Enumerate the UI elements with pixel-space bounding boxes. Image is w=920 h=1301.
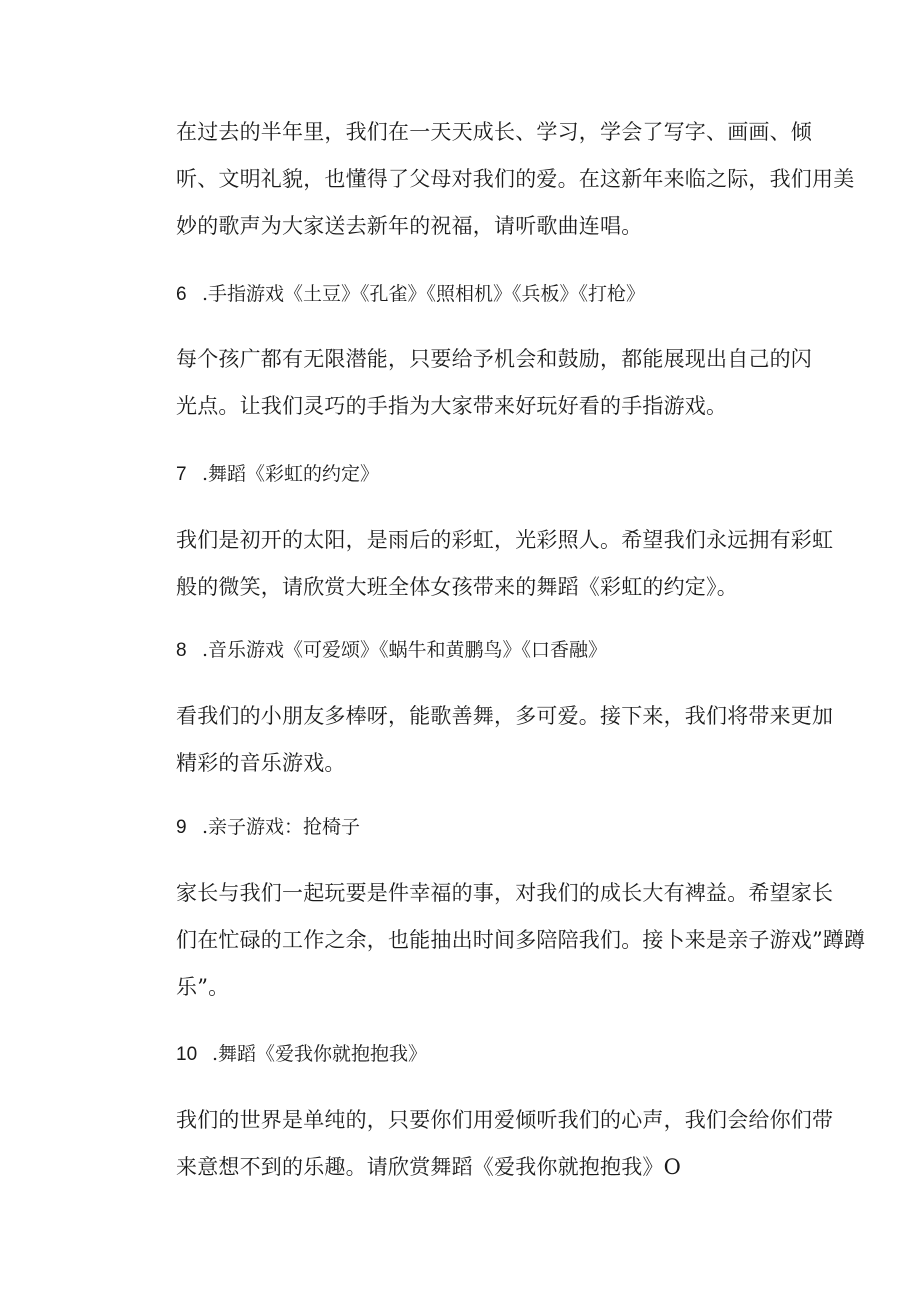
section-heading-7 <box>176 460 379 489</box>
heading-number: 8 <box>176 640 187 661</box>
heading-title: .音乐游戏《可爱颂》《蜗牛和黄鹏鸟》《口香融》 <box>202 639 608 661</box>
heading-number: 9 <box>176 817 187 838</box>
heading-number: 10 <box>176 1044 198 1065</box>
paragraph-line: 我们的世界是单纯的，只要你们用爱倾听我们的心声，我们会给你们带 <box>176 1108 834 1132</box>
paragraph-finger-game <box>176 336 812 430</box>
section-heading-9 <box>176 813 360 842</box>
paragraph-line: 光点。让我们灵巧的手指为大家带来好玩好看的手指游戏。 <box>176 394 728 418</box>
paragraph-line: 精彩的音乐游戏。 <box>176 751 346 775</box>
paragraph-line: 我们是初开的太阳，是雨后的彩虹，光彩照人。希望我们永远拥有彩虹 <box>176 528 834 552</box>
paragraph-line: 看我们的小朋友多棒呀，能歌善舞，多可爱。接下来，我们将带来更加 <box>176 704 834 728</box>
paragraph-intro <box>176 109 855 250</box>
paragraph-line: 在过去的半年里，我们在一天天成长、学习，学会了写字、画画、倾 <box>176 120 812 144</box>
paragraph-line: 妙的歌声为大家送去新年的祝福，请听歌曲连唱。 <box>176 214 643 238</box>
heading-title: .手指游戏《土豆》《孔雀》《照相机》《兵板》《打枪》 <box>202 283 646 305</box>
paragraph-parent-child-game <box>176 870 866 1011</box>
paragraph-line: 乐”。 <box>176 975 230 999</box>
paragraph-music-game <box>176 693 834 787</box>
heading-number: 7 <box>176 464 187 485</box>
paragraph-line: 般的微笑，请欣赏大班全体女孩带来的舞蹈《彩虹的约定》。 <box>176 575 738 599</box>
heading-title: .舞蹈《爱我你就抱抱我》 <box>212 1043 428 1065</box>
paragraph-line: 们在忙碌的工作之余，也能抽出时间多陪陪我们。接卜来是亲子游戏”蹲蹲 <box>176 928 866 952</box>
paragraph-hug-dance <box>176 1097 834 1191</box>
paragraph-line: 每个孩广都有无限潜能，只要给予机会和鼓励，都能展现出自己的闪 <box>176 347 812 371</box>
paragraph-line: 听、文明礼貌，也懂得了父母对我们的爱。在这新年来临之际，我们用美 <box>176 167 855 191</box>
heading-number: 6 <box>176 284 187 305</box>
paragraph-rainbow-dance <box>176 517 834 611</box>
section-heading-8 <box>176 636 607 665</box>
section-heading-6 <box>176 280 645 309</box>
heading-title: .亲子游戏：抢椅子 <box>202 816 361 838</box>
paragraph-line: 家长与我们一起玩要是件幸福的事，对我们的成长大有裨益。希望家长 <box>176 881 834 905</box>
heading-title: .舞蹈《彩虹的约定》 <box>202 463 380 485</box>
section-heading-10 <box>176 1040 427 1069</box>
paragraph-line: 来意想不到的乐趣。请欣赏舞蹈《爱我你就抱抱我》O <box>176 1155 682 1179</box>
